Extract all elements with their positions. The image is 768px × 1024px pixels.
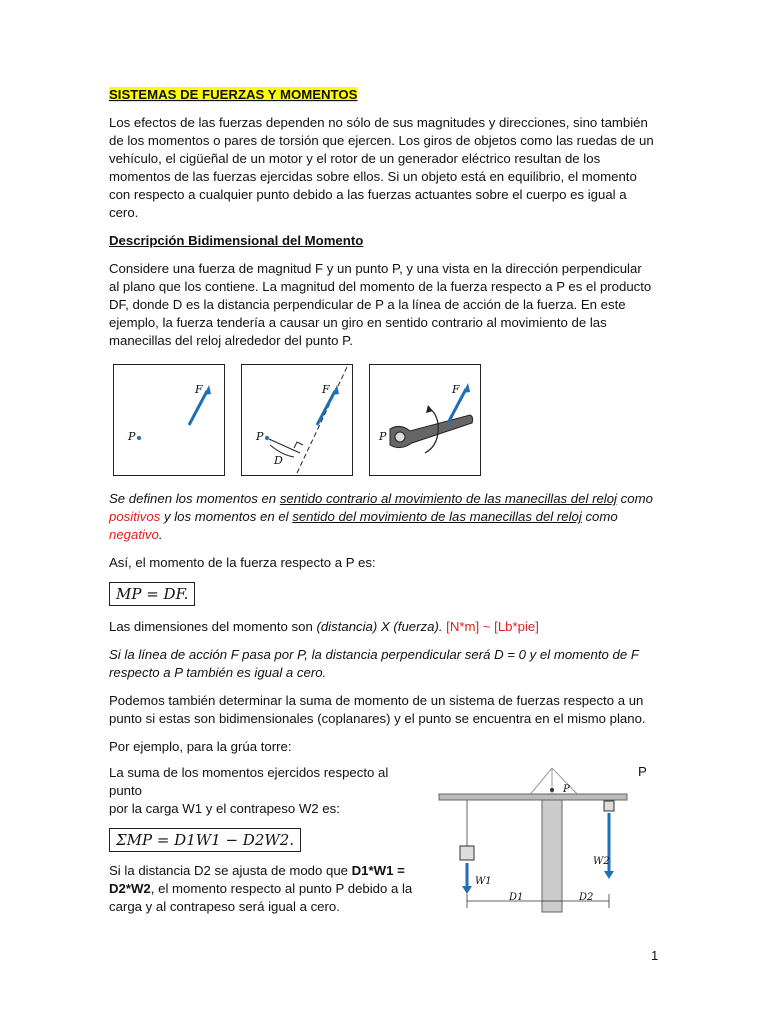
negative-word: negativo xyxy=(109,527,159,542)
section-paragraph: Considere una fuerza de magnitud F y un punto P, y una vista en la dirección perpendicular al plano que los contiene. La magnitud del momento de la fuerza respecto a P es el producto DF, donde D es la distancia perpendicular de P a la línea de acción de la fuerza. En este ejemplo, la fuerza tendería a causar un giro en sentido contrario al movimiento de las manecillas del reloj alrededor del punto P. xyxy=(109,261,652,348)
sign-convention xyxy=(109,490,654,544)
tower-crane-figure xyxy=(434,768,634,913)
document-title: SISTEMAS DE FUERZAS Y MOMENTOS xyxy=(109,87,358,102)
label-f: F xyxy=(452,383,460,396)
sign-text-1: Se definen los momentos en xyxy=(109,491,280,506)
crane-condition xyxy=(109,862,419,916)
label-p: P xyxy=(128,430,136,443)
intro-paragraph: Los efectos de las fuerzas dependen no sólo de sus magnitudes y direcciones, sino también de los momentos o pares de torsión que ejercen. Los giros de objetos como las ruedas de un vehículo, el cigüeñal de un motor y el rotor de un generador eléctrico resultan de los momentos de las fuerzas ejercidas sobre ellos. Si un objeto está en equilibrio, el momento con respecto a cualquier punto debido a las fuerzas actuantes sobre el cuerpo es igual a cero. xyxy=(109,115,654,220)
section-heading: Descripción Bidimensional del Momento xyxy=(109,233,364,248)
moment-figures xyxy=(113,364,654,476)
moment-intro: Así, el momento de la fuerza respecto a P es: xyxy=(109,555,376,570)
crane-text-2: por la carga W1 y el contrapeso W2 es: xyxy=(109,801,340,816)
crane-cond-c: , el momento respecto al punto P debido a la carga y al contrapeso será igual a cero. xyxy=(109,881,413,914)
label-f: F xyxy=(195,383,203,396)
label-d: D xyxy=(274,454,283,467)
ccw-phrase: sentido contrario al movimiento de las manecillas del reloj xyxy=(279,491,617,506)
page-number: 1 xyxy=(651,948,659,963)
dimensions-text: Las dimensiones del momento son xyxy=(109,619,317,634)
label-f: F xyxy=(322,383,330,396)
sign-text-3: y los momentos en el xyxy=(160,509,293,524)
figure-point-force xyxy=(113,364,225,476)
equation-sum: ΣMP = D1W1 − D2W2. xyxy=(109,828,301,852)
label-p: P xyxy=(379,430,387,443)
crane-cond-b: D1*W1 = D2*W2 xyxy=(109,863,405,896)
figure-wrench xyxy=(369,364,481,476)
sign-text-4: como xyxy=(581,509,618,524)
positive-word: positivos xyxy=(109,509,161,524)
crane-label-d1: D1 xyxy=(509,892,524,903)
document-page xyxy=(109,86,654,914)
label-p: P xyxy=(256,430,264,443)
crane-intro: Por ejemplo, para la grúa torre: xyxy=(109,739,292,754)
dimensions-formula: (distancia) X (fuerza). xyxy=(316,619,443,634)
sum-paragraph: Podemos también determinar la suma de momento de un sistema de fuerzas respecto a un punto si estas son bidimensionales (coplanares) y el punto se encuentra en el mismo plano. xyxy=(109,693,646,726)
crane-p-label: P xyxy=(638,764,647,779)
crane-label-w2: W2 xyxy=(593,856,610,867)
sign-text-2: como xyxy=(617,491,653,506)
equation-moment: MP = DF. xyxy=(109,582,195,606)
zero-distance-note: Si la línea de acción F pasa por P, la distancia perpendicular será D = 0 y el momento de F respecto a P también es igual a cero. xyxy=(109,647,639,680)
crane-label-p: P xyxy=(563,784,570,795)
dimensions-units: [N*m] ~ [Lb*pie] xyxy=(442,619,539,634)
cw-phrase: sentido del movimiento de las manecillas del reloj xyxy=(292,509,582,524)
crane-label-w1: W1 xyxy=(475,876,492,887)
crane-section xyxy=(109,764,654,914)
figure-distance xyxy=(241,364,353,476)
dimensions-line xyxy=(109,618,654,636)
sign-text-5: . xyxy=(158,527,163,542)
crane-cond-a: Si la distancia D2 se ajusta de modo que xyxy=(109,863,352,878)
crane-label-d2: D2 xyxy=(579,892,594,903)
crane-text: La suma de los momentos ejercidos respecto al punto xyxy=(109,765,389,798)
